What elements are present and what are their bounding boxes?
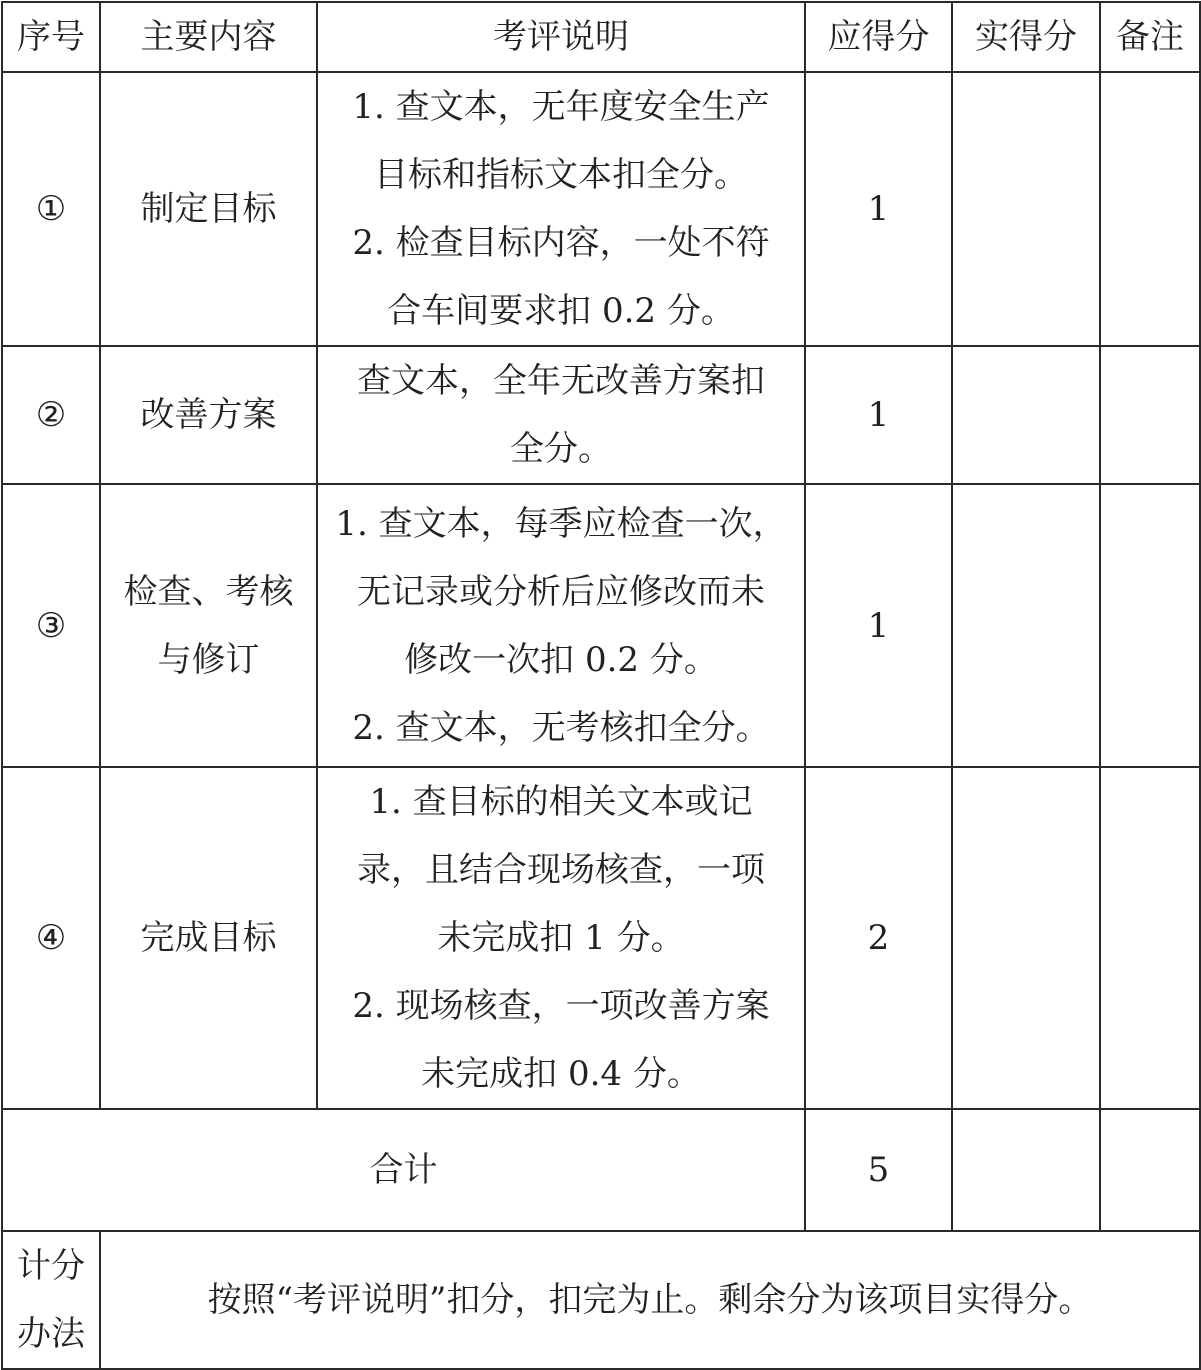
row-actual-score[interactable] [952, 346, 1100, 484]
table-row [2, 72, 1200, 346]
total-label: 合计 [2, 1109, 805, 1231]
header-note: 备注 [1100, 2, 1200, 72]
row-description [317, 72, 805, 346]
total-note[interactable] [1100, 1109, 1200, 1231]
row-actual-score[interactable] [952, 484, 1100, 767]
description-line: 无记录或分析后应修改而未 [357, 571, 765, 612]
header-description: 考评说明 [317, 2, 805, 72]
row-note[interactable] [1100, 484, 1200, 767]
description-line: 1. 查文本，无年度安全生产 [352, 87, 770, 127]
scoring-table [1, 1, 1201, 1370]
row-actual-score[interactable] [952, 72, 1100, 346]
description-line: 全分。 [510, 429, 612, 469]
row-content: 完成目标 [100, 767, 317, 1109]
row-description [317, 767, 805, 1109]
scoring-method-label: 计分办法 [2, 1231, 100, 1369]
row-expected-score: 2 [805, 767, 952, 1109]
header-row [2, 2, 1200, 72]
row-description [317, 346, 805, 484]
header-content: 主要内容 [100, 2, 317, 72]
row-index: ① [2, 72, 100, 346]
header-index: 序号 [2, 2, 100, 72]
row-note[interactable] [1100, 346, 1200, 484]
scoring-method-row [2, 1231, 1200, 1369]
description-line: 1. 查文本，每季应检查一次， [335, 503, 787, 544]
description-line: 2. 查文本，无考核扣全分。 [352, 707, 770, 748]
description-line: 查文本，全年无改善方案扣 [357, 361, 765, 401]
row-actual-score[interactable] [952, 767, 1100, 1109]
row-content: 改善方案 [100, 346, 317, 484]
total-expected-score: 5 [805, 1109, 952, 1231]
row-index: ② [2, 346, 100, 484]
description-line: 未完成扣 1 分。 [437, 918, 685, 958]
description-line: 目标和指标文本扣全分。 [374, 155, 748, 195]
table-row [2, 484, 1200, 767]
row-description [317, 484, 805, 767]
description-line: 1. 查目标的相关文本或记 [369, 782, 753, 822]
description-line: 录，且结合现场核查，一项 [357, 850, 765, 890]
header-expected-score: 应得分 [805, 2, 952, 72]
row-content: 检查、考核与修订 [100, 484, 317, 767]
row-note[interactable] [1100, 72, 1200, 346]
table-row [2, 767, 1200, 1109]
description-line: 2. 检查目标内容，一处不符 [352, 223, 770, 263]
description-line: 修改一次扣 0.2 分。 [404, 639, 718, 680]
description-line: 合车间要求扣 0.2 分。 [387, 291, 735, 331]
row-content: 制定目标 [100, 72, 317, 346]
row-index: ④ [2, 767, 100, 1109]
row-expected-score: 1 [805, 346, 952, 484]
table-row [2, 346, 1200, 484]
total-actual-score[interactable] [952, 1109, 1100, 1231]
scoring-method-text: 按照“考评说明”扣分，扣完为止。剩余分为该项目实得分。 [100, 1231, 1200, 1369]
total-row [2, 1109, 1200, 1231]
row-index: ③ [2, 484, 100, 767]
description-line: 2. 现场核查，一项改善方案 [352, 986, 770, 1026]
description-line: 未完成扣 0.4 分。 [421, 1054, 701, 1094]
row-expected-score: 1 [805, 484, 952, 767]
row-expected-score: 1 [805, 72, 952, 346]
header-actual-score: 实得分 [952, 2, 1100, 72]
row-note[interactable] [1100, 767, 1200, 1109]
